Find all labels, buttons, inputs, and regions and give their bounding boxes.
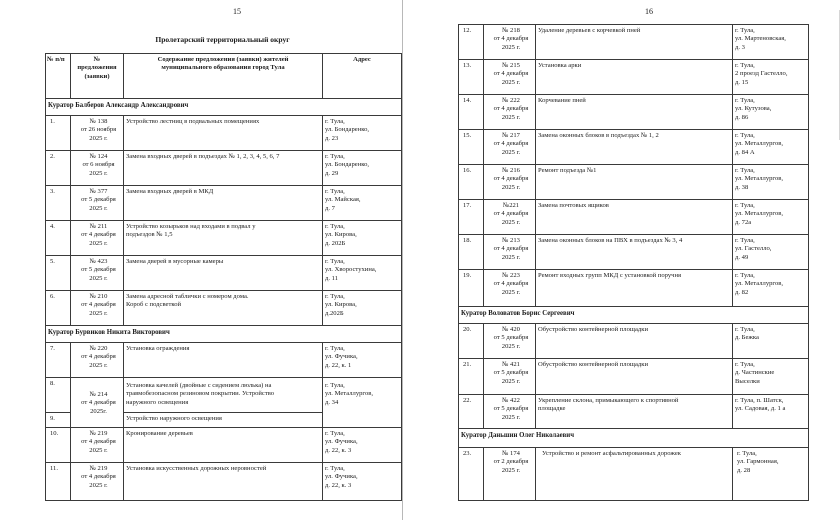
request-number: № 219 от 4 декабря 2025 г. xyxy=(71,428,124,463)
request-number: № 124 от 6 ноября 2025 г. xyxy=(71,151,124,186)
address: г. Тула, д. Бежка xyxy=(733,324,809,359)
request-number: № 222 от 4 декабря 2025 г. xyxy=(484,95,536,130)
row-index: 14. xyxy=(459,95,484,130)
table-row xyxy=(459,200,809,235)
curator-name: Куратор Воловатов Борис Сергеевич xyxy=(459,307,809,324)
request-number: № 210 от 4 декабря 2025 г. xyxy=(71,291,124,326)
row-index: 10. xyxy=(46,428,71,463)
row-index: 22. xyxy=(459,395,484,429)
header-request-number: № предложения (заявки) xyxy=(71,54,124,99)
request-content: Укрепление склона, примыкающего к спортивной площадке xyxy=(536,395,733,429)
row-index: 16. xyxy=(459,165,484,200)
row-index: 15. xyxy=(459,130,484,165)
header-index: № п/п xyxy=(46,54,71,99)
row-index: 12. xyxy=(459,25,484,60)
request-number: № 422 от 5 декабря 2025 г. xyxy=(484,395,536,429)
table-row xyxy=(46,186,402,221)
table-row xyxy=(46,463,402,501)
request-content: Обустройство контейнерной площадки xyxy=(536,324,733,359)
address: г. Тула, ул. Металлургов, д. 82 xyxy=(733,270,809,307)
address: г. Тула, 2 проезд Гастелло, д. 15 xyxy=(733,60,809,95)
request-content: Установка качелей (двойные с сидением люлька) на травмобезопасном резиновом покрытии. Устройство наружного освещения xyxy=(124,378,323,413)
curator-row xyxy=(459,429,809,448)
row-index: 2. xyxy=(46,151,71,186)
address: г. Тула, ул. Мартеновская, д. 3 xyxy=(733,25,809,60)
request-number: № 174 от 2 декабря 2025 г. xyxy=(484,448,536,501)
curator-row xyxy=(459,307,809,324)
address: г. Тула, ул. Металлургов, д. 38 xyxy=(733,165,809,200)
row-index: 5. xyxy=(46,256,71,291)
row-index: 21. xyxy=(459,359,484,395)
table-row xyxy=(46,428,402,463)
request-content: Замена адресной таблички с номером дома. Короб с подсветкой xyxy=(124,291,323,326)
page-15 xyxy=(0,0,403,520)
address: г. Тула, п. Шатск, ул. Садовая, д. 1 а xyxy=(733,395,809,429)
request-number: № 211 от 4 декабря 2025 г. xyxy=(71,221,124,256)
table-header-row xyxy=(46,54,402,99)
table-row xyxy=(46,291,402,326)
table-row xyxy=(46,151,402,186)
request-content: Замена оконных блоков на ПВХ в подъездах № 3, 4 xyxy=(536,235,733,270)
table-row xyxy=(459,324,809,359)
request-number: № 218 от 4 декабря 2025 г. xyxy=(484,25,536,60)
request-content: Устройство козырьков над входами в подвал у подъездов № 1,5 xyxy=(124,221,323,256)
address: г. Тула, ул. Бондаренко, д. 29 xyxy=(323,151,402,186)
row-index: 8. xyxy=(46,378,71,413)
request-number: № 216 от 4 декабря 2025 г. xyxy=(484,165,536,200)
header-content: Содержание предложения (заявки) жителей муниципального образования город Тула xyxy=(124,54,323,99)
table-row xyxy=(46,378,402,413)
request-content: Устройство лестниц в подвальных помещениях xyxy=(124,116,323,151)
table-row xyxy=(459,60,809,95)
table-row xyxy=(459,235,809,270)
request-content: Установка арки xyxy=(536,60,733,95)
request-content: Корчевание пней xyxy=(536,95,733,130)
table-row xyxy=(46,221,402,256)
request-content: Установка ограждения xyxy=(124,343,323,378)
request-number: № 214 от 4 декабря 2025г. xyxy=(71,378,124,428)
address: г. Тула, ул. Кирова, д.202Б xyxy=(323,291,402,326)
row-index: 17. xyxy=(459,200,484,235)
request-content: Ремонт подъезда №1 xyxy=(536,165,733,200)
curator-name: Куратор Балберов Александр Александрович xyxy=(46,99,402,116)
curator-name: Куратор Даньшин Олег Николаевич xyxy=(459,429,809,448)
address: г. Тула, д. Частинские Выселки xyxy=(733,359,809,395)
request-content: Удаление деревьев с корчевкой пней xyxy=(536,25,733,60)
row-index: 9. xyxy=(46,413,71,428)
address: г. Тула, ул. Кирова, д. 202Б xyxy=(323,221,402,256)
curator-row xyxy=(46,99,402,116)
address: г. Тула, ул. Металлургов, д. 34 xyxy=(323,378,402,428)
request-content: Кронирование деревьев xyxy=(124,428,323,463)
request-number: № 421 от 5 декабря 2025 г. xyxy=(484,359,536,395)
row-index: 19. xyxy=(459,270,484,307)
table-row xyxy=(46,343,402,378)
address: г. Тула, ул. Майская, д. 7 xyxy=(323,186,402,221)
address: г. Тула, ул. Фучика, д. 22, к. 1 xyxy=(323,343,402,378)
request-content: Устройство и ремонт асфальтированных дорожек xyxy=(536,448,733,501)
row-index: 11. xyxy=(46,463,71,501)
request-content: Устройство наружного освещения xyxy=(124,413,323,428)
request-number: № 220 от 4 декабря 2025 г. xyxy=(71,343,124,378)
request-content: Замена оконных блоков в подъездах № 1, 2 xyxy=(536,130,733,165)
request-number: № 215 от 4 декабря 2025 г. xyxy=(484,60,536,95)
address: г. Тула, ул. Гастелло, д. 49 xyxy=(733,235,809,270)
request-content: Замена почтовых ящиков xyxy=(536,200,733,235)
request-number: № 420 от 5 декабря 2025 г. xyxy=(484,324,536,359)
section-title: Пролетарский территориальный округ xyxy=(155,35,290,44)
table-row xyxy=(459,270,809,307)
table-row xyxy=(459,395,809,429)
table-row xyxy=(459,448,809,501)
request-number: № 219 от 4 декабря 2025 г. xyxy=(71,463,124,501)
row-index: 1. xyxy=(46,116,71,151)
row-index: 20. xyxy=(459,324,484,359)
table-row xyxy=(459,25,809,60)
row-index: 23. xyxy=(459,448,484,501)
address: г. Тула, ул. Фучика, д. 22, к. 3 xyxy=(323,463,402,501)
address: г. Тула, ул. Хворостухина, д. 11 xyxy=(323,256,402,291)
request-content: Замена входных дверей в подъездах № 1, 2, 3, 4, 5, 6, 7 xyxy=(124,151,323,186)
request-content: Замена входных дверей в МКД xyxy=(124,186,323,221)
page-number: 15 xyxy=(233,7,241,16)
row-index: 6. xyxy=(46,291,71,326)
table-row xyxy=(46,256,402,291)
table-row xyxy=(459,165,809,200)
request-content: Ремонт входных групп МКД с установкой поручня xyxy=(536,270,733,307)
row-index: 7. xyxy=(46,343,71,378)
address: г. Тула, ул. Фучика, д. 22, к. 3 xyxy=(323,428,402,463)
address: г. Тула, ул. Бондаренко, д. 23 xyxy=(323,116,402,151)
row-index: 3. xyxy=(46,186,71,221)
curator-row xyxy=(46,326,402,343)
request-content: Установка искусственных дорожных неровностей xyxy=(124,463,323,501)
curator-name: Куратор Бурвиков Никита Викторович xyxy=(46,326,402,343)
row-index: 18. xyxy=(459,235,484,270)
request-number: № 223 от 4 декабря 2025 г. xyxy=(484,270,536,307)
address: г. Тула, ул. Металлургов, д. 84 А xyxy=(733,130,809,165)
address: г. Тула, ул. Гармонная, д. 28 xyxy=(733,448,809,501)
table-row xyxy=(459,95,809,130)
request-number: № 423 от 5 декабря 2025 г. xyxy=(71,256,124,291)
request-number: № 217 от 4 декабря 2025 г. xyxy=(484,130,536,165)
table-row xyxy=(459,130,809,165)
request-number: № 138 от 26 ноября 2025 г. xyxy=(71,116,124,151)
request-number: №221 от 4 декабря 2025 г. xyxy=(484,200,536,235)
request-content: Замена дверей в мусорные камеры xyxy=(124,256,323,291)
page-number: 16 xyxy=(645,7,653,16)
request-number: № 377 от 5 декабря 2025 г. xyxy=(71,186,124,221)
address: г. Тула, ул. Кутузова, д. 86 xyxy=(733,95,809,130)
proposals-table-continued xyxy=(458,24,809,501)
header-address: Адрес xyxy=(323,54,402,99)
request-content: Обустройство контейнерной площадки xyxy=(536,359,733,395)
table-row xyxy=(459,359,809,395)
row-index: 13. xyxy=(459,60,484,95)
address: г. Тула, ул. Металлургов, д. 72а xyxy=(733,200,809,235)
request-number: № 213 от 4 декабря 2025 г. xyxy=(484,235,536,270)
row-index: 4. xyxy=(46,221,71,256)
proposals-table xyxy=(45,53,402,501)
table-row xyxy=(46,116,402,151)
